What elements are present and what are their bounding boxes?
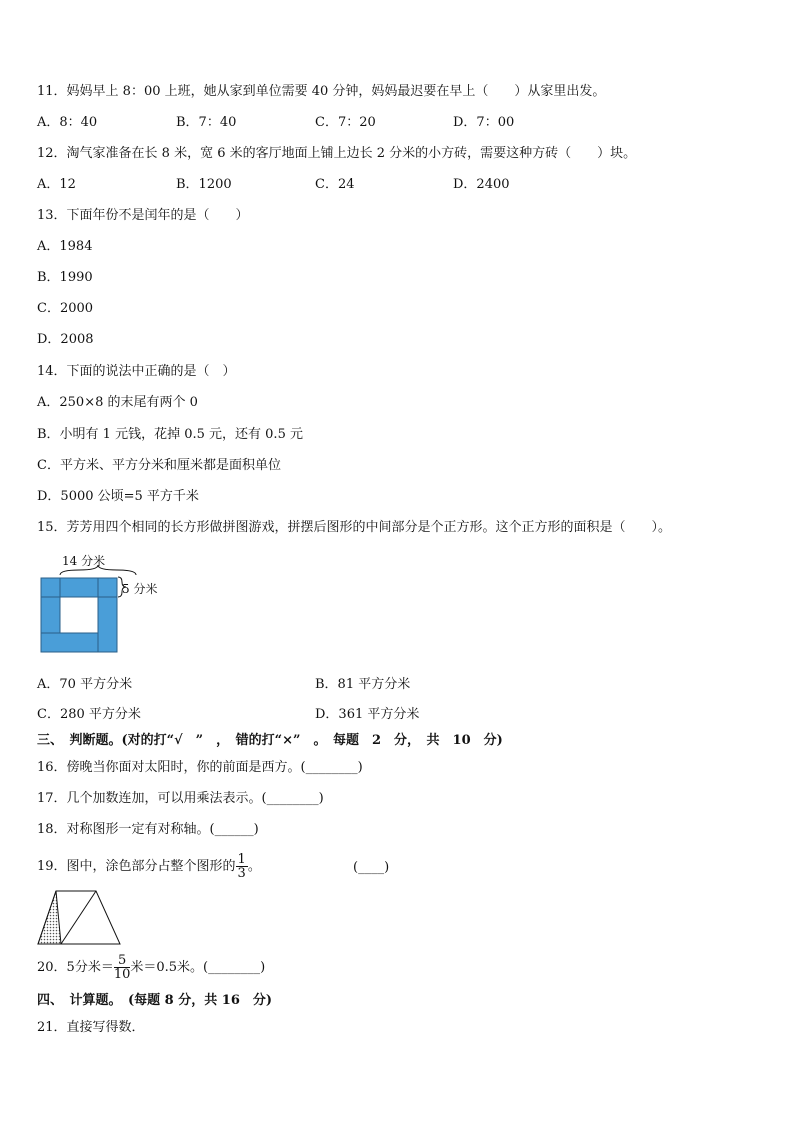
q12-option-c: C．24 — [315, 177, 355, 192]
q18-text: 18．对称图形一定有对称轴。(______) — [37, 822, 259, 837]
q20-frac-den: 10 — [113, 967, 131, 982]
q19-fraction — [236, 853, 248, 880]
q14-option-b: B．小明有 1 元钱，花掉 0.5 元，还有 0.5 元 — [37, 427, 303, 442]
q15-inner-square — [60, 597, 98, 633]
q13-option-b: B．1990 — [37, 270, 93, 285]
q15-width-label: 5 分米 — [122, 582, 158, 596]
section-3-heading: 三、 判断题。(对的打“√ ” ， 错的打“×” 。 每题 2 分， 共 10 分) — [37, 733, 503, 748]
q20-fraction — [114, 954, 131, 981]
q14-option-d: D．5000 公顷=5 平方千米 — [37, 489, 199, 504]
q15-option-c: C．280 平方分米 — [37, 707, 141, 722]
q19-figure-svg — [37, 890, 123, 946]
q11-option-d: D．7：00 — [453, 115, 515, 130]
q21-text: 21．直接写得数． — [37, 1020, 145, 1035]
q19-line — [37, 852, 261, 882]
q16-text: 16．傍晚当你面对太阳时，你的前面是西方。(________) — [37, 760, 363, 775]
q13-option-d: D．2008 — [37, 332, 94, 347]
q19-trapezoid-figure — [37, 890, 123, 946]
q19-frac-den: 3 — [237, 866, 246, 881]
q12-option-a: A．12 — [37, 177, 76, 192]
q15-length-brace — [60, 565, 136, 575]
q12-stem: 12．淘气家准备在长 8 米，宽 6 米的客厅地面上铺上边长 2 分米的小方砖，需要这种方砖（ ）块。 — [37, 146, 637, 161]
q12-option-b: B．1200 — [176, 177, 232, 192]
q11-option-c: C．7：20 — [315, 115, 376, 130]
q20-line — [37, 951, 265, 985]
q20-frac-num: 5 — [114, 954, 131, 968]
q15-length-label: 14 分米 — [62, 554, 106, 568]
q19-suffix: 。 — [247, 859, 261, 874]
q13-option-c: C．2000 — [37, 301, 94, 316]
q19-prefix: 19．图中，涂色部分占整个图形的 — [37, 859, 236, 874]
q11-option-a: A．8：40 — [37, 115, 98, 130]
q19-shaded-triangle — [38, 891, 61, 944]
q14-option-a: A．250×8 的末尾有两个 0 — [37, 395, 198, 410]
section-4-heading: 四、 计算题。 (每题 8 分，共 16 分) — [37, 993, 273, 1008]
q13-option-a: A．1984 — [37, 239, 93, 254]
q17-text: 17．几个加数连加，可以用乘法表示。(________) — [37, 791, 324, 806]
q12-option-d: D．2400 — [453, 177, 510, 192]
q15-stem: 15．芳芳用四个相同的长方形做拼图游戏，拼摆后图形的中间部分是个正方形。这个正方形的面积是（ ）。 — [37, 520, 672, 535]
q19-frac-num: 1 — [237, 852, 246, 867]
q20-suffix: 米＝0.5米。(________) — [130, 960, 266, 975]
q14-stem: 14．下面的说法中正确的是（ ） — [37, 364, 236, 379]
q20-prefix: 20．5分米＝ — [37, 960, 114, 975]
q15-figure-svg — [38, 554, 168, 654]
q11-option-b: B．7：40 — [176, 115, 237, 130]
q15-width-brace — [118, 577, 126, 597]
q15-option-b: B．81 平方分米 — [315, 677, 411, 692]
q11-stem: 11．妈妈早上 8：00 上班，她从家到单位需要 40 分钟，妈妈最迟要在早上（ ）从家里出发。 — [37, 84, 606, 99]
q13-stem: 13．下面年份不是闰年的是（ ） — [37, 208, 249, 223]
q19-blank: (____) — [353, 860, 390, 875]
q15-option-d: D．361 平方分米 — [315, 707, 420, 722]
q15-square-puzzle-figure — [38, 554, 168, 654]
q15-option-a: A．70 平方分米 — [37, 677, 133, 692]
q14-option-c: C．平方米、平方分米和厘米都是面积单位 — [37, 458, 281, 473]
